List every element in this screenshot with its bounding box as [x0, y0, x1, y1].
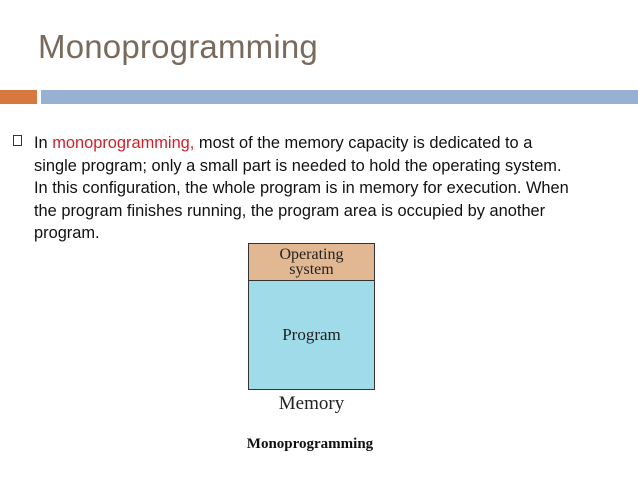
- paragraph-line-5: program.: [34, 224, 100, 243]
- bullet-paragraph: [34, 132, 624, 245]
- os-label-line-2: system: [289, 261, 334, 278]
- paragraph-line-1-rest: most of the memory capacity is dedicated to a: [194, 134, 533, 152]
- hollow-square-bullet-icon: [13, 135, 22, 146]
- figure-caption: Monoprogramming: [246, 436, 374, 452]
- program-region: [249, 281, 374, 389]
- memory-label: Memory: [278, 393, 345, 414]
- accent-bar-blue: [41, 90, 638, 104]
- paragraph-line-2: single program; only a small part is needed to hold the operating system.: [34, 156, 562, 175]
- paragraph-line-1: [34, 132, 624, 155]
- paragraph-line-3: In this configuration, the whole program is in memory for execution. When: [34, 179, 569, 198]
- paragraph-line-4: the program finishes running, the program area is occupied by another: [34, 201, 546, 220]
- memory-diagram: [248, 243, 375, 390]
- program-label: Program: [282, 325, 341, 344]
- os-region: [249, 244, 374, 281]
- highlight-term: monoprogramming,: [52, 134, 195, 152]
- os-label-line-1: Operating: [279, 246, 344, 263]
- slide-title: Monoprogramming: [38, 28, 318, 65]
- paragraph-prefix: In: [34, 134, 53, 152]
- accent-bar-orange: [0, 90, 37, 104]
